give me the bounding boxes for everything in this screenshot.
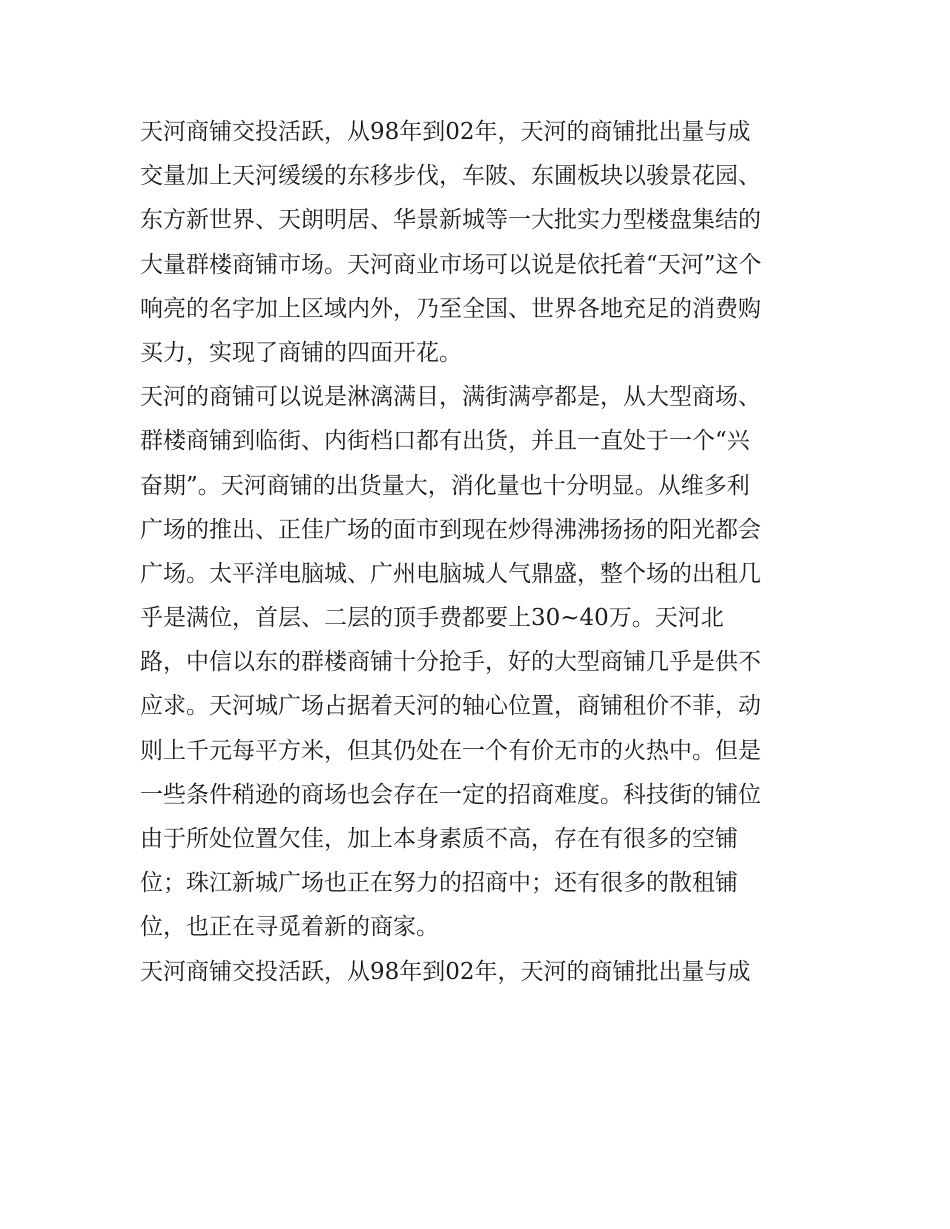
text-line: 天河商铺交投活跃，从98年到02年，天河的商铺批出量与成	[140, 958, 751, 985]
text-line: 广场。太平洋电脑城、广州电脑城人气鼎盛，整个场的出租几	[140, 560, 761, 587]
paragraph-3	[140, 950, 820, 994]
text-line: 天河的商铺可以说是淋漓满目，满街满亭都是，从大型商场、	[140, 384, 761, 411]
text-line: 路，中信以东的群楼商铺十分抢手，好的大型商铺几乎是供不	[140, 649, 761, 676]
text-line: 乎是满位，首层、二层的顶手费都要上30~40万。天河北	[140, 605, 724, 632]
text-line: 交量加上天河缓缓的东移步伐，车陂、东圃板块以骏景花园、	[140, 163, 761, 190]
text-line: 位；珠江新城广场也正在努力的招商中；还有很多的散租铺	[140, 870, 738, 897]
text-line: 位，也正在寻觅着新的商家。	[140, 914, 439, 941]
text-line: 一些条件稍逊的商场也会存在一定的招商难度。科技街的铺位	[140, 781, 761, 808]
text-line: 东方新世界、天朗明居、华景新城等一大批实力型楼盘集结的	[140, 207, 761, 234]
text-line: 则上千元每平方米，但其仍处在一个有价无市的火热中。但是	[140, 737, 761, 764]
paragraph-2	[140, 375, 820, 949]
text-line: 广场的推出、正佳广场的面市到现在炒得沸沸扬扬的阳光都会	[140, 516, 761, 543]
text-line: 天河商铺交投活跃，从98年到02年，天河的商铺批出量与成	[140, 119, 751, 145]
text-line: 由于所处位置欠佳，加上本身素质不高，存在有很多的空铺	[140, 826, 738, 852]
text-line: 大量群楼商铺市场。天河商业市场可以说是依托着“天河”这个	[140, 251, 762, 278]
text-line: 响亮的名字加上区域内外，乃至全国、世界各地充足的消费购	[140, 295, 761, 322]
text-line: 群楼商铺到临街、内街档口都有出货，并且一直处于一个“兴	[140, 428, 750, 455]
paragraph-1	[140, 110, 820, 375]
text-line: 应求。天河城广场占据着天河的轴心位置，商铺租价不菲，动	[140, 693, 761, 720]
text-line: 买力，实现了商铺的四面开花。	[140, 339, 462, 366]
text-line: 奋期”。天河商铺的出货量大，消化量也十分明显。从维多利	[140, 472, 750, 499]
document-body	[140, 110, 820, 994]
